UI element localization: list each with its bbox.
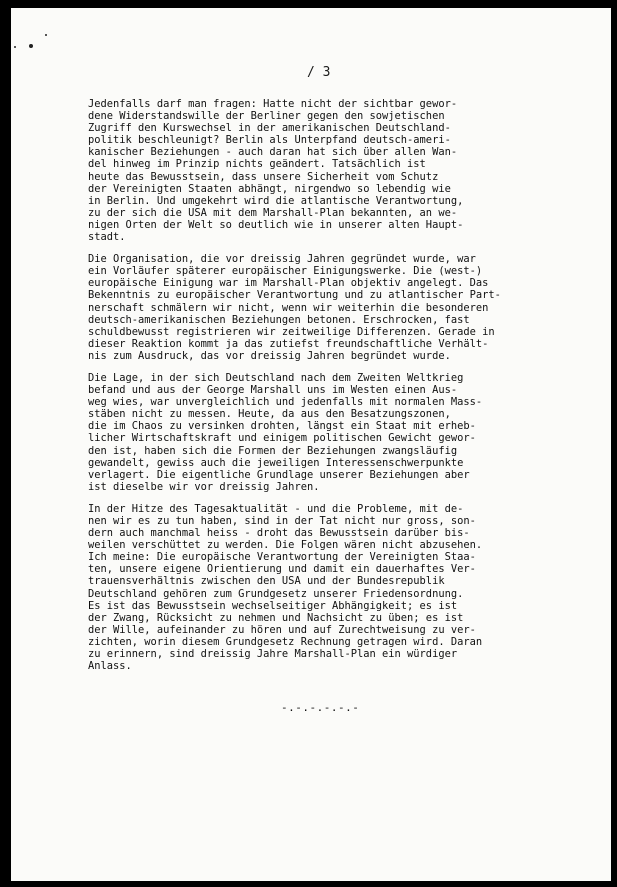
text-line: den ist, haben sich die Formen der Beziehungen zwangsläufig [88, 444, 458, 457]
text-line: gewandelt, gewiss auch die jeweiligen Interessenschwerpunkte [88, 456, 464, 469]
text-line: nen wir es zu tun haben, sind in der Tat nicht nur gross, son- [88, 515, 476, 527]
paragraph [88, 98, 588, 243]
paragraph [88, 372, 588, 493]
text-line: Die Lage, in der sich Deutschland nach dem Zweiten Weltkrieg [88, 371, 464, 384]
text-line: ein Vorläufer späterer europäischer Einigungswerke. Die (west-) [88, 265, 483, 278]
text-line: befand und aus der George Marshall uns im Westen einen Aus- [88, 384, 458, 397]
text-line: der Zwang, Rücksicht zu nehmen und Nachsicht zu üben; es ist [88, 611, 464, 624]
text-line: In der Hitze des Tagesaktualität - und die Probleme, mit de- [88, 502, 464, 515]
text-line: verlagert. Die eigentliche Grundlage unserer Beziehungen aber [88, 468, 470, 481]
text-line: weg wies, war unvergleichlich und jedenfalls mit normalen Mass- [88, 396, 483, 409]
text-line: heute das Bewusstsein, dass unsere Sicherheit vom Schutz [88, 170, 439, 183]
text-line: kanischer Beziehungen - auch daran hat sich über allen Wan- [88, 146, 458, 159]
text-line: dene Widerstandswille der Berliner gegen den sowjetischen [88, 110, 445, 123]
text-line: stäben nicht zu messen. Heute, da aus den Besatzungszonen, [88, 408, 451, 421]
text-line: del hinweg im Prinzip nichts geändert. Tatsächlich ist [88, 158, 426, 171]
paragraph [88, 253, 588, 362]
body-text [88, 98, 588, 682]
text-line: licher Wirtschaftskraft und einigem politischen Gewicht gewor- [88, 432, 476, 445]
text-line: Bekenntnis zu europäischer Verantwortung und zu atlantischer Part- [88, 289, 501, 302]
closing-mark: -.-.-.-.-.- [281, 701, 360, 714]
scan-speck [29, 44, 33, 48]
text-line: schuldbewusst registrieren wir zeitweilige Differenzen. Gerade in [88, 325, 495, 338]
text-line: die im Chaos zu versinken drohten, längst ein Staat mit erheb- [88, 420, 476, 433]
text-line: deutsch-amerikanischen Beziehungen betonen. Erschrocken, fast [88, 313, 470, 326]
paragraph [88, 503, 588, 672]
text-line: dern auch manchmal heiss - droht das Bewusstsein darüber bis- [88, 527, 470, 540]
text-line: weilen verschüttet zu werden. Die Folgen wären nicht abzusehen. [88, 539, 483, 552]
text-line: Anlass. [88, 660, 132, 673]
text-line: der Vereinigten Staaten abhängt, nirgendwo so lebendig wie [88, 182, 451, 195]
page-number: / 3 [307, 65, 331, 80]
text-line: Zugriff den Kurswechsel in der amerikanischen Deutschland- [88, 122, 451, 135]
scan-speck [14, 46, 16, 48]
text-line: Jedenfalls darf man fragen: Hatte nicht der sichtbar gewor- [88, 98, 458, 110]
text-line: Deutschland gehören zum Grundgesetz unserer Friedensordnung. [88, 587, 464, 600]
text-line: europäische Einigung war im Marshall-Plan objektiv angelegt. Das [88, 277, 489, 290]
text-line: ist dieselbe wir vor dreissig Jahren. [88, 480, 320, 493]
text-line: Es ist das Bewusstsein wechselseitiger Abhängigkeit; es ist [88, 599, 458, 612]
text-line: dieser Reaktion kommt ja das zutiefst freundschaftliche Verhält- [88, 337, 489, 350]
text-line: nis zum Ausdruck, das vor dreissig Jahren begründet wurde. [88, 349, 451, 362]
document-page [11, 8, 611, 881]
scan-speck [45, 34, 47, 36]
text-line: Ich meine: Die europäische Verantwortung der Vereinigten Staa- [88, 551, 476, 564]
text-line: ten, unsere eigene Orientierung und damit ein dauerhaftes Ver- [88, 563, 476, 576]
text-line: trauensverhältnis zwischen den USA und der Bundesrepublik [88, 575, 445, 588]
text-line: nerschaft schmälern wir nicht, wenn wir weiterhin die besonderen [88, 301, 489, 314]
text-line: nigen Orten der Welt so deutlich wie in unserer alten Haupt- [88, 218, 464, 231]
text-line: zu der sich die USA mit dem Marshall-Plan bekannten, an we- [88, 206, 458, 219]
text-line: in Berlin. Und umgekehrt wird die atlantische Verantwortung, [88, 194, 464, 207]
text-line: Die Organisation, die vor dreissig Jahren gegründet wurde, war [88, 253, 476, 266]
text-line: politik beschleunigt? Berlin als Unterpfand deutsch-ameri- [88, 134, 451, 147]
text-line: zu erinnern, sind dreissig Jahre Marshall-Plan ein würdiger [88, 648, 458, 661]
text-line: zichten, worin diesem Grundgesetz Rechnung getragen wird. Daran [88, 635, 483, 648]
text-line: stadt. [88, 231, 126, 244]
text-line: der Wille, aufeinander zu hören und auf Zurechtweisung zu ver- [88, 623, 476, 636]
